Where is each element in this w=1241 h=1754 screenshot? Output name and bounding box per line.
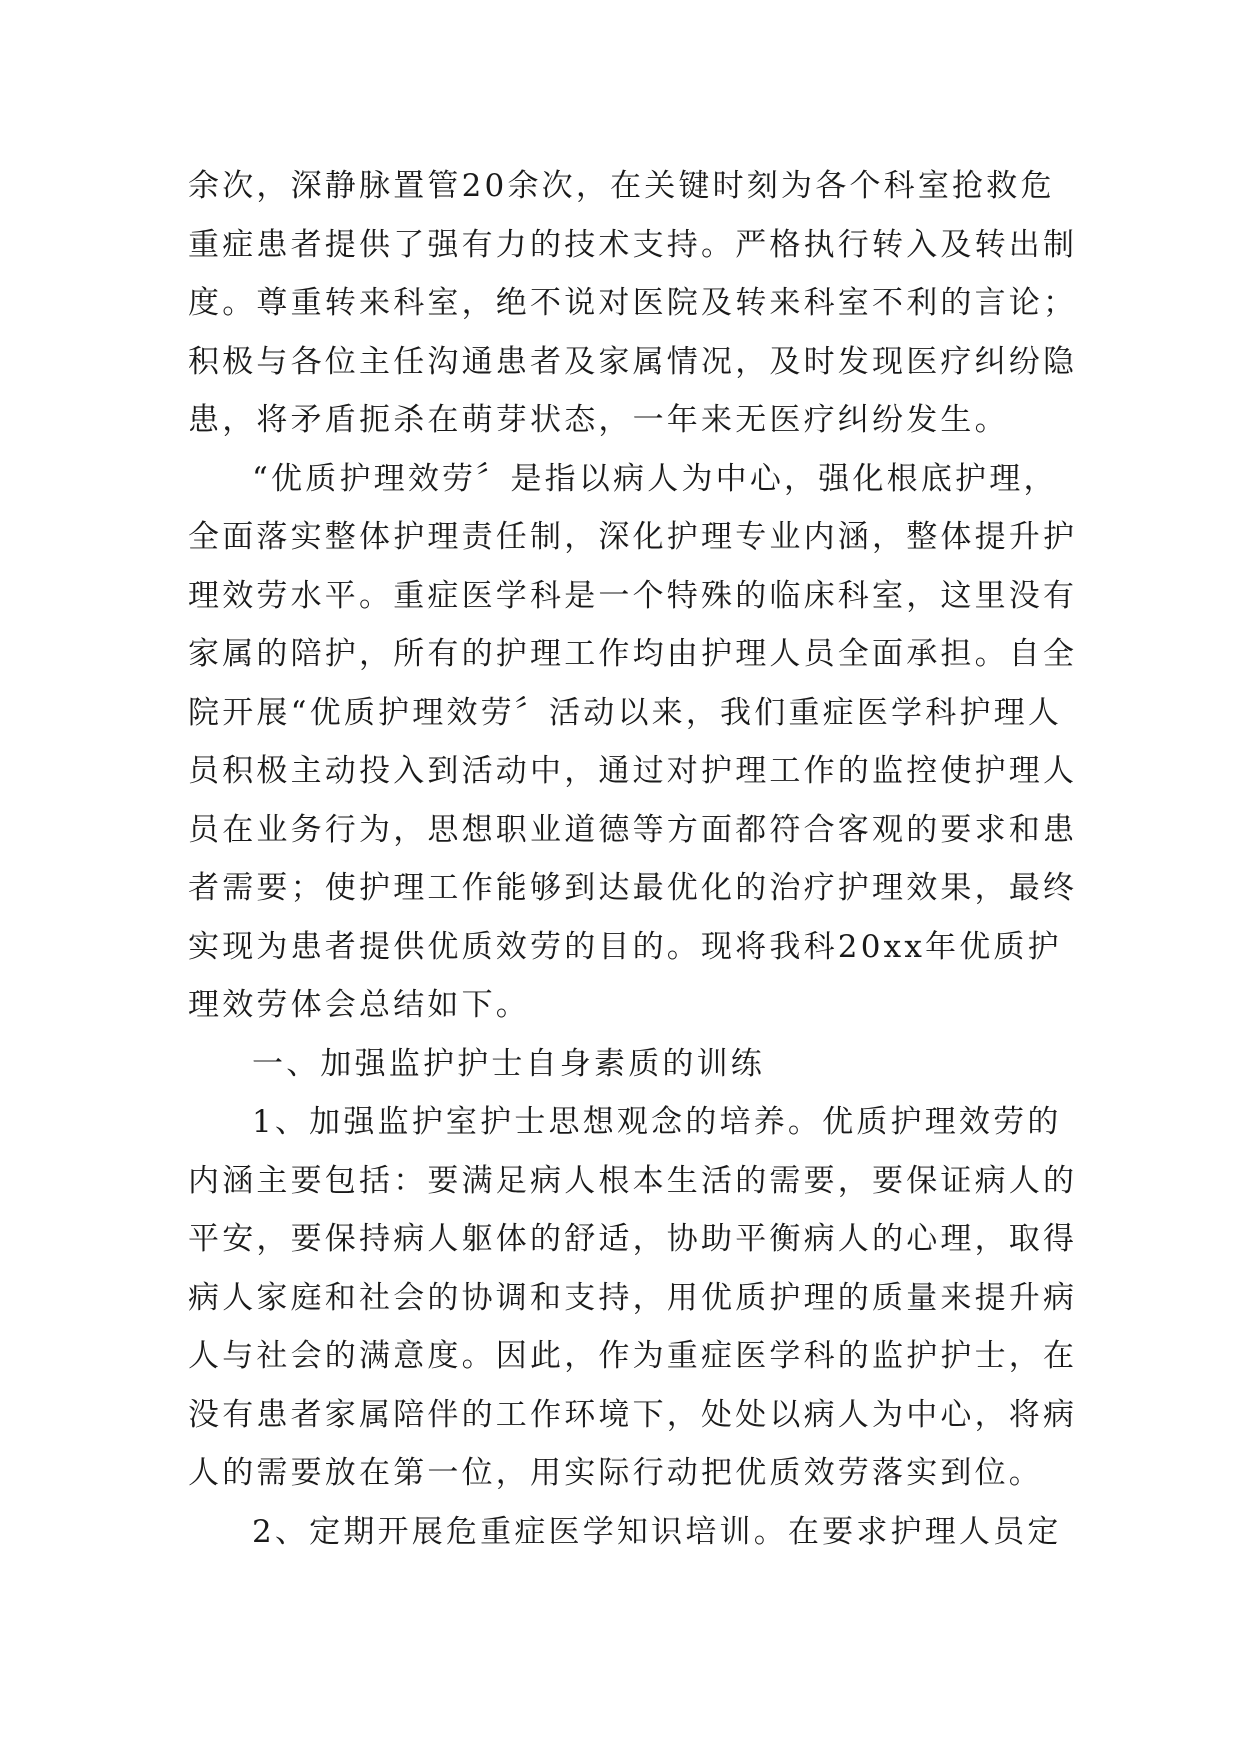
text-line: 病人家庭和社会的协调和支持，用优质护理的质量来提升病 <box>188 1279 1078 1316</box>
document-body <box>188 157 1078 1561</box>
text-line: 重症患者提供了强有力的技术支持。严格执行转入及转出制 <box>188 226 1078 263</box>
text-line: 积极与各位主任沟通患者及家属情况，及时发现医疗纠纷隐 <box>188 343 1078 380</box>
text-line: 员在业务行为，思想职业道德等方面都符合客观的要求和患 <box>188 811 1078 848</box>
text-line: 余次，深静脉置管20余次，在关键时刻为各个科室抢救危 <box>188 168 1055 204</box>
section-heading: 一、加强监护护士自身素质的训练 <box>252 1045 765 1082</box>
text-line: 平安，要保持病人躯体的舒适，协助平衡病人的心理，取得 <box>188 1221 1078 1257</box>
text-line: 度。尊重转来科室，绝不说对医院及转来科室不利的言论； <box>188 285 1078 321</box>
text-line: 人的需要放在第一位，用实际行动把优质效劳落实到位。 <box>188 1455 1043 1491</box>
text-line: 理效劳体会总结如下。 <box>188 987 530 1023</box>
text-line: 实现为患者提供优质效劳的目的。现将我科20xx年优质护 <box>188 928 1062 965</box>
text-line: 院开展“优质护理效劳〞活动以来，我们重症医学科护理人 <box>188 694 1063 731</box>
paragraph-first-line: 2、定期开展危重症医学知识培训。在要求护理人员定 <box>252 1513 1062 1550</box>
paragraph-first-line: “优质护理效劳〞是指以病人为中心，强化根底护理， <box>252 460 1058 497</box>
text-line: 内涵主要包括：要满足病人根本生活的需要，要保证病人的 <box>188 1162 1078 1199</box>
text-line: 家属的陪护，所有的护理工作均由护理人员全面承担。自全 <box>188 636 1078 672</box>
text-line: 患，将矛盾扼杀在萌芽状态，一年来无医疗纠纷发生。 <box>188 402 1009 438</box>
text-line: 没有患者家属陪伴的工作环境下，处处以病人为中心，将病 <box>188 1396 1078 1433</box>
text-line: 全面落实整体护理责任制，深化护理专业内涵，整体提升护 <box>188 519 1078 555</box>
text-line: 者需要；使护理工作能够到达最优化的治疗护理效果，最终 <box>188 870 1078 906</box>
text-line: 理效劳水平。重症医学科是一个特殊的临床科室，这里没有 <box>188 577 1078 614</box>
text-line: 人与社会的满意度。因此，作为重症医学科的监护护士，在 <box>188 1338 1078 1374</box>
paragraph-first-line: 1、加强监护室护士思想观念的培养。优质护理效劳的 <box>252 1104 1062 1140</box>
text-line: 员积极主动投入到活动中，通过对护理工作的监控使护理人 <box>188 753 1078 789</box>
